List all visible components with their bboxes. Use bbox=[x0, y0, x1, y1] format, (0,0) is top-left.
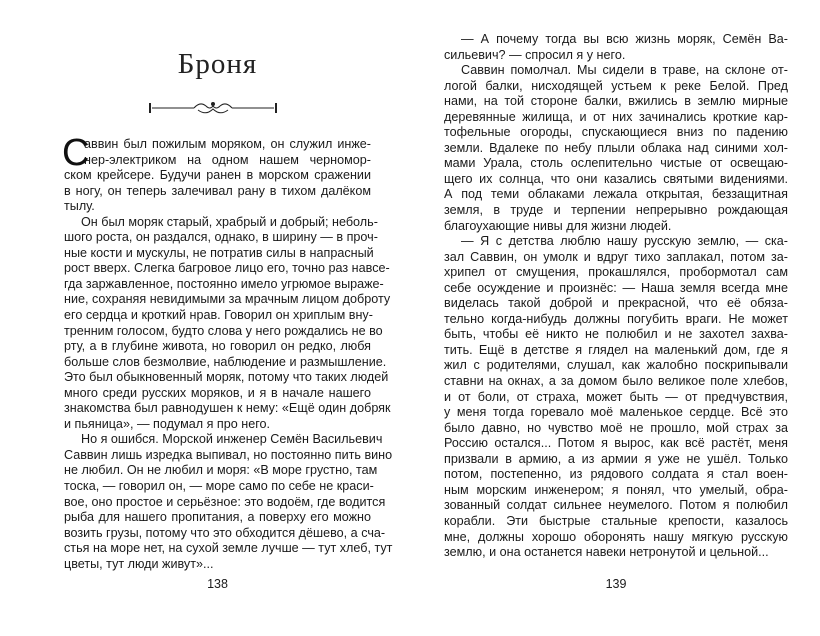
text-line: нер-электриком на одном нашем черномор- bbox=[84, 152, 371, 167]
text-line: Саввин помолчал. Мы сидели в траве, на склоне от- bbox=[461, 63, 788, 78]
text-line: хрипел от смущения, прокашлялся, пробормотал сам bbox=[444, 265, 788, 280]
text-line: и пьяница», — подумал я про него. bbox=[64, 416, 271, 431]
text-line: было давно, но чувство моё не прошло, мой страх за bbox=[444, 420, 788, 435]
text-line: логой балки, нисходящей устьем к реке Белой. Пред bbox=[444, 78, 788, 93]
page-number: 138 bbox=[207, 577, 228, 591]
text-line: землю, и она останется навеки нетронутой и цельной... bbox=[444, 545, 769, 560]
text-line: деревянные жилища, и от них зачинались кроткие кар- bbox=[444, 109, 788, 124]
text-line: не любил. Он не любил и моря: «В море грустно, там bbox=[64, 463, 378, 478]
text-line: сильевич? — спросил я у него. bbox=[444, 47, 626, 62]
text-line: рост вверх. Слегка багровое лицо его, точно раз навсе- bbox=[64, 261, 390, 276]
text-line: знакомства был равнодушен к нему: «Ещё один добряк bbox=[64, 401, 391, 416]
paragraph bbox=[444, 32, 788, 63]
paragraph bbox=[444, 234, 788, 560]
text-line: тофельные огороды, спускающиеся вниз по падению bbox=[444, 125, 788, 140]
text-line: тить. Ещё в детстве я глядел на маленький дом, где я bbox=[444, 342, 788, 357]
text-line: мне, должны хорошо оборонять нашу мягкую русскую bbox=[444, 529, 788, 544]
text-line: земля, в труде и терпении непрерывно рождающая bbox=[444, 203, 788, 218]
right-page bbox=[444, 0, 788, 636]
text-line: А под теми облаками лежала открытая, беззащитная bbox=[444, 187, 788, 202]
text-line: ным морским инженером; я понял, что умелый, обра- bbox=[444, 482, 788, 497]
paragraph bbox=[64, 137, 371, 215]
text-line: возить грузы, потому что это обходится дёшево, а сча- bbox=[64, 525, 386, 540]
body-text bbox=[62, 132, 393, 572]
text-line: зованный солдат сильнее неумелого. Потом я полюбил bbox=[444, 498, 788, 513]
text-line: вое, оно простое и серьёзное: это водоём, где водится bbox=[64, 494, 386, 509]
text-line: зал Саввин, он умолк и вдруг тихо заплакал, потом за- bbox=[444, 249, 788, 264]
page-number: 139 bbox=[605, 577, 627, 591]
text-line: в ногу, он теперь залечивал рану в тихом далёком bbox=[64, 183, 371, 198]
text-line: и от боли, от страха, может быть — от предчувствия, bbox=[444, 389, 788, 404]
text-line: ставни на окнах, а за домом было великое поле хлебов, bbox=[444, 374, 788, 389]
text-line: рыба для нашего пропитания, а поверху его можно bbox=[64, 510, 371, 525]
text-line: тельно когда-нибудь должны погубить враги. Не может bbox=[444, 311, 788, 326]
text-line: благоухающие нивы для жизни людей. bbox=[444, 218, 672, 233]
text-line: Это был обыкновенный моряк, потому что таких людей bbox=[64, 370, 389, 385]
body-text bbox=[444, 32, 788, 561]
text-line: стья на море нет, на сухой земле лучше — тут хлеб, тут bbox=[64, 541, 393, 556]
text-line: потом, постепенно, из рядового солдата я стал воен- bbox=[444, 467, 788, 482]
text-line: аввин был пожилым моряком, он служил инже- bbox=[84, 137, 371, 151]
text-line: земли. Вдалеке по небу плыли облака над синими хол- bbox=[444, 140, 788, 155]
left-page bbox=[62, 0, 393, 636]
text-line: щего их солнца, что они казались святыми видениями. bbox=[444, 171, 788, 186]
text-line: у меня тогда горевало моё маленькое сердце. Всё это bbox=[444, 405, 788, 420]
text-line: тренним голосом, будто слова у него рождались не во bbox=[64, 323, 383, 338]
ornament-divider-icon bbox=[148, 98, 278, 118]
text-line: шого роста, он раздался, однако, в ширину — в проч- bbox=[64, 230, 378, 245]
paragraph bbox=[444, 63, 788, 234]
text-line: — Я с детства люблю нашу русскую землю, — ска- bbox=[461, 234, 788, 249]
text-line: корабли. Эти быстрые стальные крепости, казалось bbox=[444, 513, 788, 528]
text-line: цветы, тут люди живут»... bbox=[64, 556, 214, 571]
text-line: Он был моряк старый, храбрый и добрый; неболь- bbox=[81, 214, 378, 229]
text-line: быть, чтобы её никто не полюбил и не захотел захва- bbox=[444, 327, 788, 342]
text-line: Саввин лишь изредка выпивал, но постоянно пить вино bbox=[64, 447, 393, 462]
paragraph bbox=[64, 214, 391, 433]
text-line: виделась такой доброй и прекрасной, что её обяза- bbox=[444, 296, 788, 311]
text-line: рту, а в глубине живота, но говорил он редко, любя bbox=[64, 339, 371, 354]
text-line: нами, на той стороне балки, вжились в землю мирные bbox=[444, 94, 788, 109]
paragraph bbox=[64, 432, 393, 572]
chapter-title: Броня bbox=[177, 48, 258, 80]
text-line: мами Урала, столь ослепительно чистые от освещаю- bbox=[444, 156, 788, 171]
text-line: Россию остался... Потом я вырос, как всё растёт, меня bbox=[444, 436, 788, 451]
text-line: тылу. bbox=[64, 199, 95, 214]
text-line: Но я ошибся. Морской инженер Семён Васильевич bbox=[81, 432, 383, 447]
text-line: себе осуждение и произнёс: — Наша земля всегда мне bbox=[444, 280, 788, 295]
text-line: ском крейсере. Будучи ранен в морском сражении bbox=[64, 168, 371, 183]
text-line: жил с родителями, слушал, как жалобно поскрипывали bbox=[444, 358, 788, 373]
text-line: — А почему тогда вы всю жизнь моряк, Семён Ва- bbox=[461, 32, 788, 46]
text-line: ные кости и мускулы, не потратив силы в напрасный bbox=[64, 245, 374, 260]
text-line: его сердца и кроткий нрав. Говорил он хриплым вну- bbox=[64, 308, 373, 323]
drop-cap: С bbox=[62, 132, 90, 174]
text-line: ние, сохраняя невидимыми за мрачным лицом доброту bbox=[64, 292, 391, 307]
text-line: призвали в армию, а из армии я уже не ушёл. Только bbox=[444, 451, 788, 466]
text-line: много среди русских моряков, и я в начале нашего bbox=[64, 385, 371, 400]
text-line: больше слов безмолвие, наблюдение и размышление. bbox=[64, 354, 387, 369]
text-line: гда заржавленное, постоянно имело угрюмое выраже- bbox=[64, 276, 384, 291]
text-line: тоска, — говорил он, — море само по себе не краси- bbox=[64, 479, 374, 494]
